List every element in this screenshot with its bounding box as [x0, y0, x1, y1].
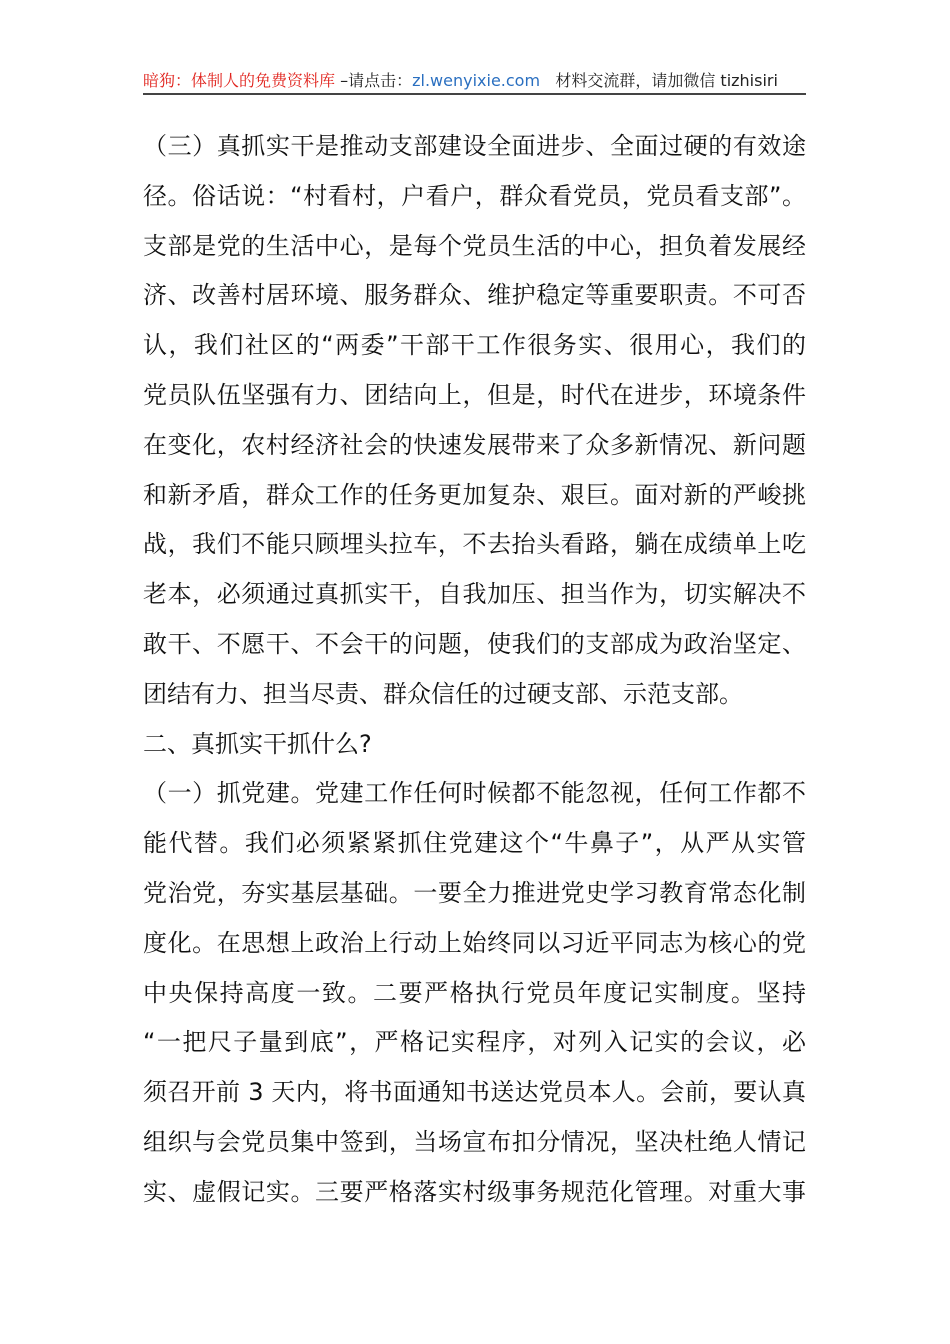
paragraph-line: （三）真抓实干是推动支部建设全面进步、全面过硬的有效途	[143, 132, 806, 160]
header-brand: 暗狗：体制人的免费资料库	[143, 71, 336, 90]
paragraph-line: 团结有力、担当尽责、群众信任的过硬支部、示范支部。	[143, 679, 743, 708]
paragraph-line: 党治党，夯实基层基础。一要全力推进党史学习教育常态化制	[143, 878, 806, 907]
paragraph-line: （一）抓党建。党建工作任何时候都不能忽视，任何工作都不	[143, 779, 806, 808]
paragraph-line: 组织与会党员集中签到，当场宣布扣分情况，坚决杜绝人情记	[143, 1127, 806, 1156]
paragraph-line: 在变化，农村经济社会的快速发展带来了众多新情况、新问题	[143, 430, 806, 459]
header-divider	[143, 93, 806, 95]
paragraph-line: 支部是党的生活中心，是每个党员生活的中心，担负着发展经	[143, 231, 806, 260]
header-link[interactable]: zl.wenyixie.com	[412, 71, 541, 90]
paragraph-line: 老本，必须通过真抓实干，自我加压、担当作为，切实解决不	[143, 580, 806, 609]
header-contact: 材料交流群，请加微信 tizhisiri	[555, 71, 778, 90]
paragraph-line: 度化。在思想上政治上行动上始终同以习近平同志为核心的党	[143, 928, 806, 957]
page-header	[143, 68, 806, 92]
paragraph-line: 认，我们社区的“两委”干部干工作很务实、很用心，我们的	[143, 331, 806, 360]
paragraph-line: 实、虚假记实。三要严格落实村级事务规范化管理。对重大事	[143, 1177, 806, 1206]
paragraph-line: 济、改善村居环境、服务群众、维护稳定等重要职责。不可否	[143, 281, 806, 310]
document-body	[143, 128, 806, 1224]
paragraph-line: “一把尺子量到底”，严格记实程序，对列入记实的会议，必	[143, 1028, 806, 1057]
paragraph-line: 和新矛盾，群众工作的任务更加复杂、艰巨。面对新的严峻挑	[143, 480, 806, 509]
paragraph-line: 敢干、不愿干、不会干的问题，使我们的支部成为政治坚定、	[143, 629, 806, 658]
header-prompt: –请点击：	[340, 71, 413, 90]
paragraph-line: 中央保持高度一致。二要严格执行党员年度记实制度。坚持	[143, 978, 806, 1007]
section-heading: 二、真抓实干抓什么?	[143, 729, 372, 758]
paragraph-line: 须召开前 3 天内，将书面通知书送达党员本人。会前，要认真	[143, 1078, 806, 1107]
paragraph-line: 径。俗话说：“村看村，户看户，群众看党员，党员看支部”。	[143, 181, 806, 210]
paragraph-line: 战，我们不能只顾埋头拉车，不去抬头看路，躺在成绩单上吃	[143, 530, 806, 559]
paragraph-line: 能代替。我们必须紧紧抓住党建这个“牛鼻子”，从严从实管	[143, 829, 806, 858]
paragraph-line: 党员队伍坚强有力、团结向上，但是，时代在进步，环境条件	[143, 380, 806, 409]
